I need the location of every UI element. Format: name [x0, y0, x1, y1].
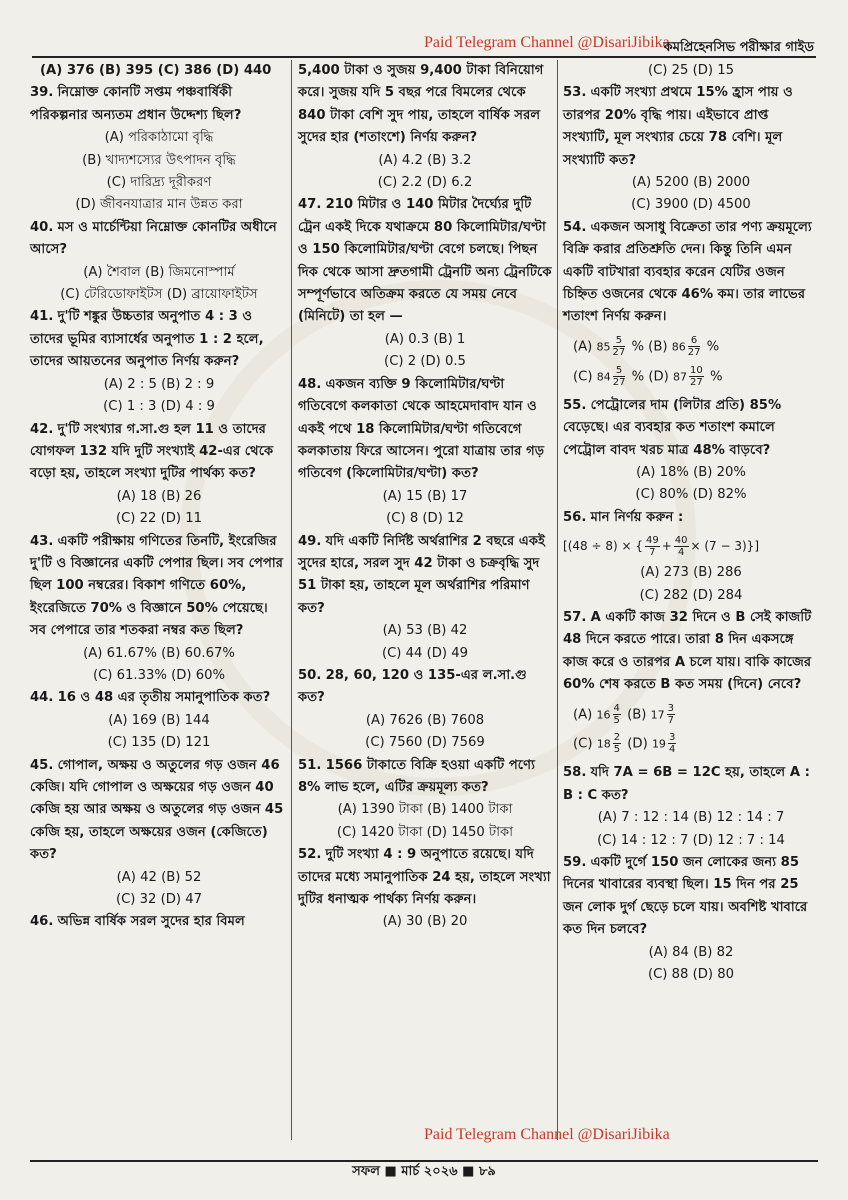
option-label: % (D): [631, 369, 669, 385]
question-text: পেট্রোলের দাম (লিটার প্রতি) 85% বেড়েছে। এর ব্যবহার কত শতাংশ কমালে পেট্রোল বাবদ খরচ মাত্র 48% বাড়বে?: [563, 397, 782, 458]
question-text: যদি একটি নির্দিষ্ট অর্থরাশির 2 বছরে একই সুদের হারে, সরল সুদ 42 টাকা ও চক্রবৃদ্ধি সুদ 51 টাকা হয়, তাহলে মূল অর্থরাশির পরিমাণ কত?: [298, 533, 545, 616]
fraction-options-row: [563, 335, 819, 359]
question-text: A একটি কাজ 32 দিনে ও B সেই কাজটি 48 দিনে করতে পারে। তারা 8 দিন একসঙ্গে কাজ করে ও তারপর A চলে যায়। বাকি কাজের 60% শেষ করতে B কত সময় (দিনে) নেবে?: [563, 609, 812, 693]
fraction: [613, 365, 626, 388]
option: (C) 88 (D) 80: [647, 967, 735, 983]
option: (C) 282 (D) 284: [639, 587, 743, 603]
fraction-numerator: 10: [690, 364, 703, 376]
option: (A) 7626 (B) 7608: [365, 712, 485, 728]
prev-question-options: (A) 376 (B) 395 (C) 386 (D) 440: [40, 63, 272, 78]
question-number: 46.: [30, 914, 54, 930]
option: (C) 14 : 12 : 7 (D) 12 : 7 : 14: [597, 832, 785, 848]
fraction-denominator: 27: [687, 346, 701, 358]
question-number: 59.: [563, 855, 587, 870]
option: (C) 25 (D) 15: [647, 63, 735, 78]
fraction: [674, 535, 689, 558]
fraction-numerator: 2: [613, 732, 621, 744]
question-number: 50.: [298, 667, 322, 683]
fraction-numerator: 4: [613, 702, 620, 714]
expr-plus: +: [661, 539, 672, 554]
fraction-numerator: 5: [613, 335, 626, 347]
question-number: 42.: [30, 421, 54, 437]
question-number: 45.: [30, 757, 54, 773]
question-number: 55.: [563, 397, 587, 413]
question-number: 51.: [298, 757, 322, 773]
question-text: একজন ব্যক্তি 9 কিলোমিটার/ঘণ্টা গতিবেগে কলকাতা থেকে আহমেদাবাদ যান ও একই পথে 18 কিলোমিটার/ঘণ্টা গতিবেগে কলকাতায় ফিরে আসেন। পুরো যাত্রায় তার গড় গতিবেগ (কিলোমিটার/ঘণ্টা) কত?: [298, 376, 545, 482]
question-55: [563, 395, 819, 462]
fraction-whole: 18: [596, 737, 611, 751]
option: (A) 30 (B) 20: [382, 914, 468, 930]
question-59: [563, 852, 819, 942]
fraction: [645, 535, 660, 558]
page-footer: সফল ■ মার্চ ২০২৬ ■ ৮৯: [352, 1164, 496, 1179]
expr-part: (48 ÷ 8) × {: [567, 539, 643, 554]
column-divider-2: [557, 60, 558, 1140]
telegram-watermark-top: Paid Telegram Channel @DisariJibika: [424, 34, 670, 51]
question-text: দুটি সংখ্যা 4 : 9 অনুপাতে রয়েছে। যদি তাদের মধ্যে সমানুপাতিক 24 হয়, তাহলে সংখ্যা দুটির ধনাত্মক পার্থক্য নির্ণয় করুন।: [298, 847, 551, 908]
question-text: যদি 7A = 6B = 12C হয়, তাহলে A : B : C কত?: [563, 765, 810, 803]
question-text: 210 মিটার ও 140 মিটার দৈর্ঘ্যের দুটি ট্রেন একই দিকে যথাক্রমে 80 কিলোমিটার/ঘণ্টা ও 150 কিলোমিটার/ঘণ্টা বেগে চলছে। পিছন দিক থেকে আসা দ্রুতগামী ট্রেনটি অন্য ট্রেনটিকে সম্পূর্ণভাবে অতিক্রম করতে যে সময় নেবে (মিনিটে) তা হল —: [298, 197, 552, 325]
option: (D) জীবনযাত্রার মান উন্নত করা: [75, 197, 243, 213]
option: (A) 5200 (B) 2000: [631, 175, 751, 191]
question-52: [298, 844, 552, 911]
option: (B) খাদ্যশস্যের উৎপাদন বৃদ্ধি: [82, 152, 236, 168]
option: (A) 53 (B) 42: [382, 623, 468, 639]
option-label: (A): [573, 707, 593, 723]
option: (A) শৈবাল (B) জিমনোস্পার্ম: [83, 264, 235, 280]
option: (C) 44 (D) 49: [381, 645, 469, 661]
option: (C) 2.2 (D) 6.2: [377, 175, 473, 191]
option: (A) 1390 টাকা (B) 1400 টাকা: [337, 802, 513, 818]
question-number: 47.: [298, 197, 322, 213]
expr-part: × (7 − 3)}: [690, 539, 755, 554]
option: (A) 0.3 (B) 1: [384, 331, 466, 347]
question-text: দু'টি শঙ্কুর উচ্চতার অনুপাত 4 : 3 ও তাদের ভূমির ব্যাসার্ধের অনুপাত 1 : 2 হলে, তাদের আয়তনের অনুপাত নির্ণয় করুন?: [30, 309, 264, 370]
question-53: [563, 82, 819, 172]
fraction-whole: 17: [650, 708, 665, 722]
fraction-whole: 19: [651, 737, 666, 751]
question-number: 57.: [563, 609, 587, 625]
fraction: [613, 703, 621, 726]
option: (C) 3900 (D) 4500: [631, 197, 751, 213]
option: (C) 32 (D) 47: [115, 892, 203, 908]
fraction-whole: 84: [596, 370, 611, 384]
question-number: 54.: [563, 219, 587, 235]
question-number: 41.: [30, 309, 54, 325]
fraction-numerator: 3: [667, 702, 675, 714]
question-text: একটি সংখ্যা প্রথমে 15% হ্রাস পায় ও তারপর 20% বৃদ্ধি পায়। এইভাবে প্রাপ্ত সংখ্যাটি, মূল সংখ্যার চেয়ে 78 বেশি। মূল সংখ্যাটি কত?: [563, 85, 793, 168]
question-text: একজন অসাধু বিক্রেতা তার পণ্য ক্রয়মূল্যে বিক্রি করার প্রতিশ্রুতি দেন। কিন্তু তিনি এমন একটি বাটখারা ব্যবহার করেন যেটির ওজন চিহ্নিত ওজনের থেকে 46% কম। তার লাভের শতাংশ নির্ণয় করুন।: [563, 219, 812, 325]
fraction-denominator: 5: [613, 714, 620, 726]
percent-sign: %: [709, 369, 723, 385]
fraction: [688, 335, 701, 358]
option: (A) 15 (B) 17: [382, 488, 468, 504]
fraction-numerator: 6: [688, 335, 701, 347]
question-54: [563, 217, 819, 329]
fraction-denominator: 27: [612, 346, 626, 358]
question-text: একটি পরীক্ষায় গণিতের তিনটি, ইংরেজির দু'টি ও বিজ্ঞানের একটি পেপার ছিল। সব পেপার ছিল 100 নম্বরের। বিকাশ গণিতে 60%, ইংরেজিতে 70% ও বিজ্ঞানে 50% পেয়েছে। সব পেপারে তার শতকরা নম্বর কত ছিল?: [30, 533, 283, 639]
question-text: 1566 টাকাতে বিক্রি হওয়া একটি পণ্যে 8% লাভ হলে, এটির ক্রয়মূল্য কত?: [298, 757, 535, 795]
question-48: [298, 374, 552, 486]
fraction-denominator: 4: [668, 744, 676, 756]
question-number: 56.: [563, 509, 587, 525]
option-label: (C): [573, 369, 593, 385]
question-text: একটি দুর্গে 150 জন লোকের জন্য 85 দিনের খাবারের ব্যবস্থা ছিল। 15 দিন পর 25 জন লোক দুর্গ ছেড়ে চলে যায়। অবশিষ্ট খাবারে কত দিন চলবে?: [563, 855, 808, 938]
question-text: নিম্নোক্ত কোনটি সপ্তম পঞ্চবার্ষিকী পরিকল্পনার অন্যতম প্রধান উদ্দেশ্য ছিল?: [30, 85, 242, 123]
question-45: [30, 755, 288, 867]
fraction: [689, 365, 704, 388]
option: (C) 61.33% (D) 60%: [92, 667, 226, 683]
question-text: দু'টি সংখ্যার গ.সা.গু হল 11 ও তাদের যোগফল 132 যদি দুটি সংখ্যাই 42-এর থেকে বড়ো হয়, তাহলে সংখ্যা দুটির পার্থক্য কত?: [30, 421, 274, 482]
option: (A) পরিকাঠামো বৃদ্ধি: [104, 130, 214, 146]
option: (C) 22 (D) 11: [115, 511, 203, 527]
fraction-numerator: 40: [674, 535, 688, 547]
question-39: [30, 82, 288, 127]
fraction-whole: 86: [671, 340, 686, 354]
question-57: [563, 607, 819, 697]
option: (A) 273 (B) 286: [640, 565, 742, 581]
fraction-denominator: 4: [677, 547, 685, 559]
fraction-whole: 16: [596, 708, 611, 722]
option: (A) 61.67% (B) 60.67%: [83, 645, 235, 661]
option: (A) 42 (B) 52: [116, 869, 202, 885]
question-42: [30, 419, 288, 486]
question-40: [30, 217, 288, 262]
question-58: [563, 762, 819, 807]
fraction-options-row: [563, 732, 819, 756]
math-expression: [(48 ÷ 8) × { $\frac{49}{7}$ + $\frac{40}{4}$ × (7 − 3)}]: [563, 535, 760, 559]
option: (C) টেরিডোফাইটস (D) ব্রায়োফাইটস: [60, 287, 258, 303]
question-46: [30, 911, 288, 933]
option: (C) 1420 টাকা (D) 1450 টাকা: [336, 824, 514, 840]
question-56: [563, 507, 819, 529]
percent-sign: %: [706, 339, 720, 355]
column-2: [298, 60, 552, 934]
telegram-watermark-bottom: Paid Telegram Channel @DisariJibika: [424, 1126, 670, 1143]
option: (C) 7560 (D) 7569: [365, 735, 485, 751]
option: (A) 4.2 (B) 3.2: [378, 152, 472, 168]
option: (C) 80% (D) 82%: [635, 487, 747, 503]
question-number: 58.: [563, 765, 587, 781]
option: (C) 1 : 3 (D) 4 : 9: [103, 399, 215, 415]
fraction-numerator: 5: [613, 365, 626, 377]
fraction-numerator: 3: [668, 732, 676, 744]
fraction-denominator: 5: [613, 744, 621, 756]
question-number: 44.: [30, 690, 54, 706]
question-number: 49.: [298, 533, 322, 549]
question-text: মস ও মার্চেন্টিয়া নিম্নোক্ত কোনটির অধীনে আসে?: [30, 219, 277, 258]
page-header-title: কমপ্রিহেনসিভ পরীক্ষার গাইড: [663, 40, 814, 55]
question-51: [298, 755, 552, 800]
question-46-continued: 5,400 টাকা ও সুজয় 9,400 টাকা বিনিয়োগ করে। সুজয় যদি 5 বছর পরে বিমলের থেকে 840 টাকা বেশি সুদ পায়, তাহলে বার্ষিক সরল সুদের হার (শতাংশে) নির্ণয় করুন?: [298, 63, 544, 146]
question-text: অভিন্ন বার্ষিক সরল সুদের হার বিমল: [57, 914, 245, 930]
fraction-options-row: [563, 365, 819, 389]
question-text: গোপাল, অক্ষয় ও অতুলের গড় ওজন 46 কেজি। যদি গোপাল ও অক্ষয়ের গড় ওজন 40 কেজি হয় আর অক্ষয় ও অতুলের গড় ওজন 45 কেজি হয়, তাহলে অক্ষয়ের ওজন (কেজিতে) কত?: [30, 757, 284, 863]
option: (A) 169 (B) 144: [108, 712, 210, 728]
option: (C) 135 (D) 121: [107, 735, 211, 751]
option-label: (A): [573, 339, 593, 355]
question-49: [298, 531, 552, 621]
column-1: [30, 60, 288, 934]
option: (A) 2 : 5 (B) 2 : 9: [103, 376, 215, 392]
fraction: [668, 732, 676, 755]
fraction: [667, 703, 675, 726]
header-rule: [32, 56, 816, 58]
question-41: [30, 306, 288, 373]
question-44: [30, 687, 288, 709]
question-text: মান নির্ণয় করুন :: [590, 509, 684, 525]
fraction-denominator: 7: [667, 714, 675, 726]
question-number: 43.: [30, 533, 54, 549]
option: (C) 8 (D) 12: [386, 511, 464, 527]
column-3: [563, 60, 819, 986]
option-label: (C): [573, 736, 593, 752]
option: (C) 2 (D) 0.5: [384, 354, 466, 370]
option: (A) 7 : 12 : 14 (B) 12 : 14 : 7: [597, 810, 785, 826]
fraction: [613, 732, 621, 755]
question-43: [30, 531, 288, 643]
fraction-denominator: 7: [649, 547, 656, 559]
question-text: 16 ও 48 এর তৃতীয় সমানুপাতিক কত?: [57, 690, 271, 706]
question-number: 40.: [30, 219, 54, 235]
fraction-options-row: [563, 703, 819, 727]
column-divider-1: [291, 60, 292, 1140]
question-47: [298, 194, 552, 328]
option: (A) 18% (B) 20%: [636, 464, 746, 480]
fraction-numerator: 49: [645, 535, 659, 547]
fraction: [613, 335, 626, 358]
question-number: 48.: [298, 376, 322, 392]
option: (C) দারিদ্র্য দূরীকরণ: [106, 175, 212, 191]
question-text: 28, 60, 120 ও 135-এর ল.সা.গু কত?: [298, 667, 527, 706]
option: (A) 84 (B) 82: [648, 944, 734, 960]
fraction-denominator: 27: [612, 376, 626, 388]
fraction-whole: 87: [673, 370, 688, 384]
option-label: % (B): [631, 339, 668, 355]
fraction-denominator: 27: [690, 376, 703, 388]
question-number: 53.: [563, 85, 587, 101]
question-50: [298, 665, 552, 710]
question-number: 52.: [298, 847, 322, 863]
fraction-whole: 85: [596, 340, 611, 354]
option: (A) 18 (B) 26: [116, 488, 202, 504]
option-label: (B): [627, 707, 647, 723]
question-number: 39.: [30, 85, 54, 101]
option-label: (D): [627, 736, 648, 752]
